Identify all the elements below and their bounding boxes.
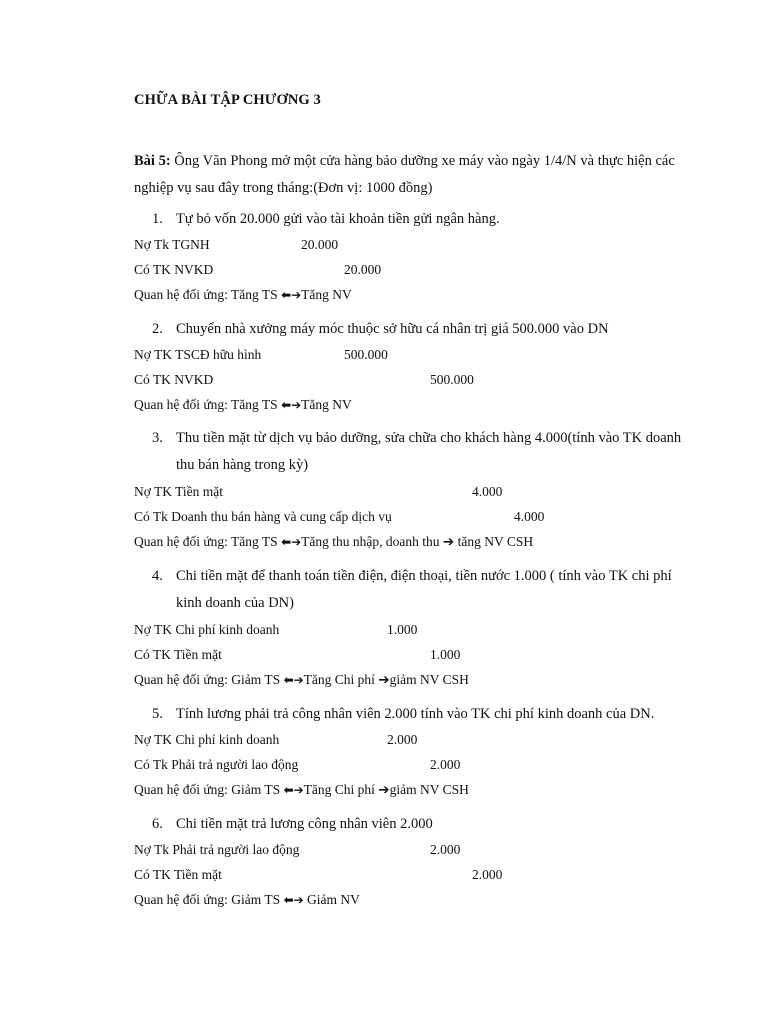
item-number: 3. — [152, 430, 163, 446]
debit-account: Nợ Tk Phải trả người lao động — [134, 842, 300, 857]
debit-amount: 500.000 — [344, 347, 388, 362]
debit-amount: 1.000 — [387, 622, 418, 637]
credit-account: Có Tk Doanh thu bán hàng và cung cấp dịch vụ — [134, 509, 392, 524]
relation-suffix: Tăng NV — [301, 287, 352, 302]
item-text: Chi tiền mặt để thanh toán tiền điện, điện thoại, tiền nước 1.000 ( tính vào TK chi phí kinh doanh của DN) — [176, 568, 672, 611]
relation-suffix: Tăng Chi phí ➔giảm NV CSH — [303, 782, 469, 797]
list-item-1 — [152, 206, 697, 233]
credit-account: Có TK NVKD — [134, 372, 214, 387]
relation-row-1 — [134, 283, 352, 307]
double-arrow-icon: ⬅➔ — [283, 673, 304, 687]
credit-account: Có TK Tiền mặt — [134, 867, 222, 882]
debit-account: Nợ TK Chi phí kinh doanh — [134, 732, 280, 747]
credit-account: Có TK Tiền mặt — [134, 647, 222, 662]
credit-amount: 500.000 — [430, 372, 474, 387]
relation-row-6 — [134, 888, 360, 912]
exercise-text: Ông Văn Phong mở một cửa hàng bảo dưỡng xe máy vào ngày 1/4/N và thực hiện các nghiệp vụ sau đây trong tháng:(Đơn vị: 1000 đồng) — [134, 153, 675, 196]
relation-prefix: Quan hệ đối ứng: Tăng TS — [134, 397, 282, 412]
list-item-6 — [152, 811, 697, 838]
debit-amount: 20.000 — [301, 237, 339, 252]
relation-prefix: Quan hệ đối ứng: Giảm TS — [134, 892, 284, 907]
item-text: Chuyển nhà xưởng máy móc thuộc sở hữu cá nhân trị giá 500.000 vào DN — [176, 321, 609, 337]
double-arrow-icon: ⬅➔ — [281, 535, 302, 549]
list-item-4 — [152, 563, 697, 617]
debit-account: Nợ TK Chi phí kinh doanh — [134, 622, 280, 637]
relation-suffix: Tăng NV — [301, 397, 352, 412]
debit-account: Nợ TK TSCĐ hữu hình — [134, 347, 262, 362]
debit-account: Nợ Tk TGNH — [134, 237, 210, 252]
exercise-intro — [134, 148, 694, 202]
item-number: 4. — [152, 568, 163, 584]
credit-amount: 2.000 — [430, 757, 461, 772]
item-number: 1. — [152, 211, 163, 227]
exercise-label: Bài 5: — [134, 153, 171, 169]
relation-suffix: Giảm NV — [303, 892, 360, 907]
relation-row-5 — [134, 778, 469, 802]
page-title: CHỮA BÀI TẬP CHƯƠNG 3 — [134, 92, 321, 108]
debit-amount: 4.000 — [472, 484, 503, 499]
double-arrow-icon: ⬅➔ — [283, 783, 304, 797]
relation-prefix: Quan hệ đối ứng: Tăng TS — [134, 534, 282, 549]
debit-amount: 2.000 — [430, 842, 461, 857]
item-number: 2. — [152, 321, 163, 337]
credit-account: Có Tk Phải trả người lao động — [134, 757, 299, 772]
relation-row-4 — [134, 668, 469, 692]
relation-row-2 — [134, 393, 352, 417]
relation-row-3 — [134, 530, 533, 554]
credit-amount: 1.000 — [430, 647, 461, 662]
credit-amount: 4.000 — [514, 509, 545, 524]
list-item-5 — [152, 701, 697, 728]
debit-account: Nợ TK Tiền mặt — [134, 484, 224, 499]
relation-prefix: Quan hệ đối ứng: Giảm TS — [134, 672, 284, 687]
list-item-3 — [152, 425, 697, 479]
item-text: Tính lương phải trả công nhân viên 2.000 tính vào TK chi phí kinh doanh của DN. — [176, 706, 655, 722]
item-number: 5. — [152, 706, 163, 722]
double-arrow-icon: ⬅➔ — [283, 893, 304, 907]
credit-amount: 20.000 — [344, 262, 382, 277]
relation-suffix: Tăng thu nhập, doanh thu ➔ tăng NV CSH — [301, 534, 534, 549]
item-number: 6. — [152, 816, 163, 832]
relation-prefix: Quan hệ đối ứng: Tăng TS — [134, 287, 282, 302]
list-item-2 — [152, 316, 697, 343]
credit-account: Có TK NVKD — [134, 262, 214, 277]
double-arrow-icon: ⬅➔ — [281, 288, 302, 302]
relation-suffix: Tăng Chi phí ➔giảm NV CSH — [303, 672, 469, 687]
item-text: Chi tiền mặt trả lương công nhân viên 2.000 — [176, 816, 433, 832]
debit-amount: 2.000 — [387, 732, 418, 747]
relation-prefix: Quan hệ đối ứng: Giảm TS — [134, 782, 284, 797]
item-text: Tự bỏ vốn 20.000 gửi vào tài khoản tiền gửi ngân hàng. — [176, 211, 500, 227]
double-arrow-icon: ⬅➔ — [281, 398, 302, 412]
credit-amount: 2.000 — [472, 867, 503, 882]
item-text: Thu tiền mặt từ dịch vụ bảo dưỡng, sửa chữa cho khách hàng 4.000(tính vào TK doanh thu bán hàng trong kỳ) — [176, 430, 682, 473]
